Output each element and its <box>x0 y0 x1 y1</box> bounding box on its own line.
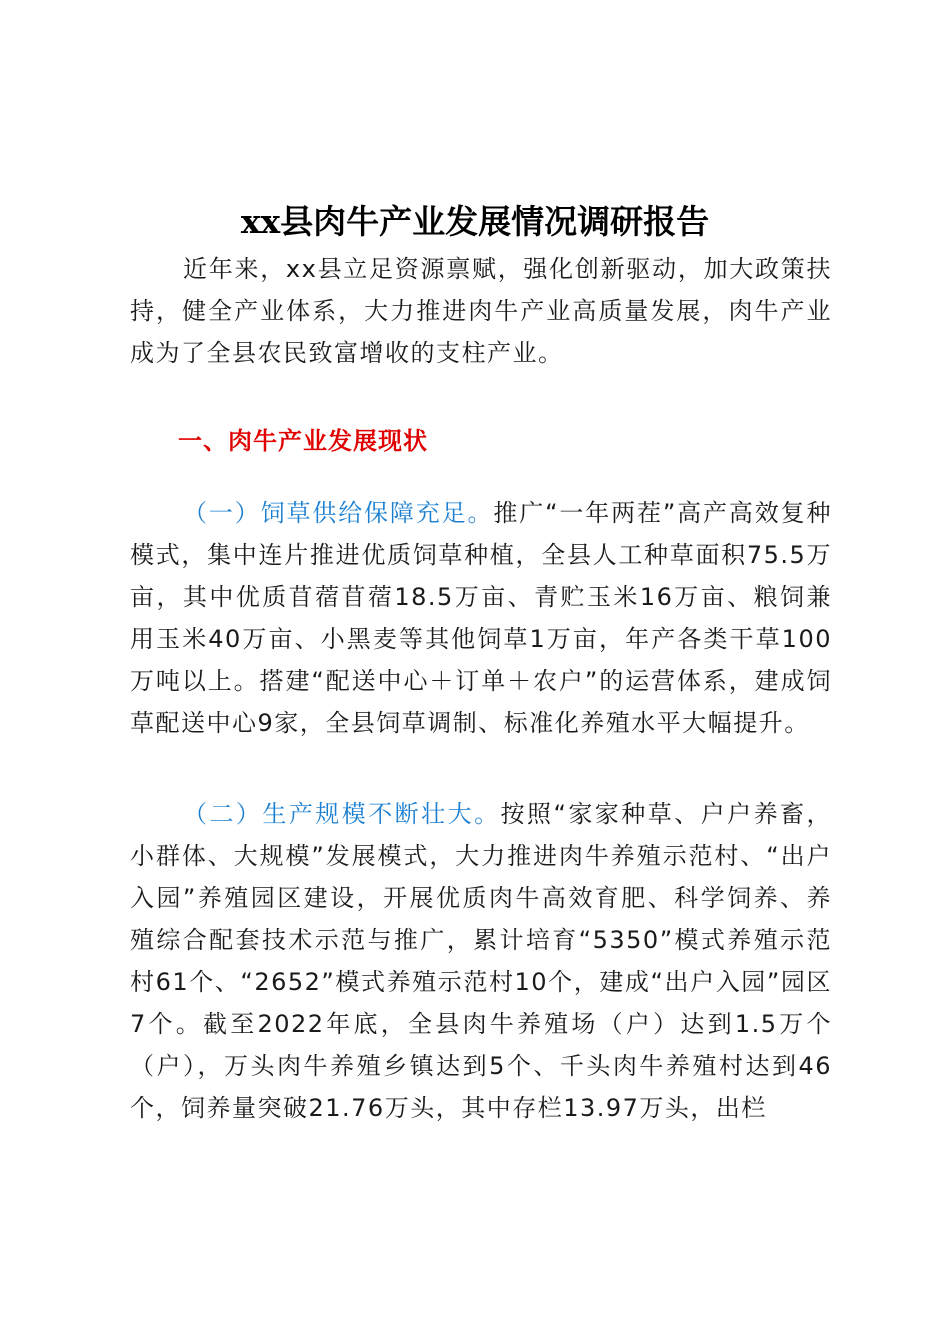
section-heading-1: 一、肉牛产业发展现状 <box>178 427 428 455</box>
sub-heading-1: （一）饲草供给保障充足。 <box>183 499 494 527</box>
paragraph-item-2-text: 按照“家家种草、户户养畜，小群体、大规模”发展模式，大力推进肉牛养殖示范村、“出户入园”养殖园区建设，开展优质肉牛高效育肥、科学饲养、养殖综合配套技术示范与推广，累计培育“5350”模式养殖示范村61个、“2652”模式养殖示范村10个，建成“出户入园”园区7个。截至2022年底，全县肉牛养殖场（户）达到1.5万个（户），万头肉牛养殖乡镇达到5个、千头肉牛养殖村达到46个，饲养量突破21.76万头，其中存栏13.97万头，出栏 <box>130 800 832 1122</box>
paragraph-item-1 <box>130 492 832 744</box>
sub-heading-2: （二）生产规模不断壮大。 <box>183 800 501 828</box>
paragraph-item-2 <box>130 793 832 1129</box>
paragraph-item-1-text: 推广“一年两茬”高产高效复种模式，集中连片推进优质饲草种植，全县人工种草面积75.5万亩，其中优质苜蓿苜蓿18.5万亩、青贮玉米16万亩、粮饲兼用玉米40万亩、小黑麦等其他饲草1万亩，年产各类干草100万吨以上。搭建“配送中心＋订单＋农户”的运营体系，建成饲草配送中心9家，全县饲草调制、标准化养殖水平大幅提升。 <box>130 499 833 737</box>
intro-paragraph: 近年来，xx县立足资源禀赋，强化创新驱动，加大政策扶持，健全产业体系，大力推进肉牛产业高质量发展，肉牛产业成为了全县农民致富增收的支柱产业。 <box>130 255 832 367</box>
document-title: xx县肉牛产业发展情况调研报告 <box>240 202 710 241</box>
